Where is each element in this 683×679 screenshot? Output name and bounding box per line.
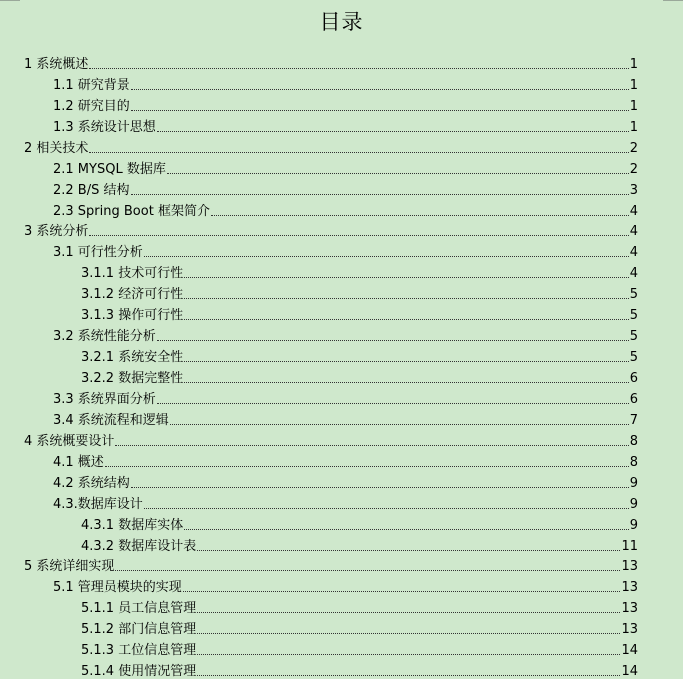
toc-dot-leader: [197, 612, 620, 613]
toc-dot-leader: [131, 487, 629, 488]
toc-dot-leader: [184, 361, 629, 362]
toc-dot-leader: [144, 256, 629, 257]
toc-entry[interactable]: [24, 365, 638, 386]
toc-dot-leader: [89, 152, 628, 153]
toc-entry[interactable]: [24, 135, 638, 156]
toc-entry-page-number: 9: [629, 475, 638, 491]
toc-entry-page-number: 9: [629, 496, 638, 512]
toc-entry-page-number: 5: [629, 308, 638, 324]
toc-entry[interactable]: [24, 260, 638, 281]
toc-entry[interactable]: [24, 574, 638, 595]
toc-entry[interactable]: [24, 407, 638, 428]
toc-entry-page-number: 5: [629, 287, 638, 303]
toc-entry-page-number: 4: [629, 266, 638, 282]
toc-entry-label: 4.3.数据库设计: [53, 496, 143, 512]
toc-dot-leader: [115, 445, 628, 446]
toc-dot-leader: [89, 235, 628, 236]
toc-entry[interactable]: [24, 637, 638, 658]
toc-entry-page-number: 6: [629, 391, 638, 407]
toc-entry-label: 5.1 管理员模块的实现: [53, 580, 182, 596]
toc-entry-label: 4.2 系统结构: [53, 475, 130, 491]
toc-entry-label: 5.1.1 员工信息管理: [81, 601, 197, 617]
toc-entry[interactable]: [24, 512, 638, 533]
page-corner-mark-left: [0, 0, 20, 1]
toc-entry[interactable]: [24, 323, 638, 344]
toc-dot-leader: [167, 173, 629, 174]
toc-entry-page-number: 13: [621, 622, 638, 638]
toc-dot-leader: [115, 570, 620, 571]
toc-entry-label: 2.3 Spring Boot 框架简介: [53, 203, 210, 219]
toc-entry-page-number: 3: [629, 182, 638, 198]
toc-dot-leader: [105, 466, 629, 467]
toc-entry-page-number: 13: [621, 580, 638, 596]
toc-entry[interactable]: [24, 219, 638, 240]
toc-entry-label: 3.2 系统性能分析: [53, 329, 156, 345]
toc-entry-page-number: 4: [629, 224, 638, 240]
toc-entry-page-number: 6: [629, 371, 638, 386]
toc-entry-label: 1.2 研究目的: [53, 98, 130, 114]
toc-entry-page-number: 1: [629, 56, 638, 72]
toc-entry-page-number: 4: [629, 203, 638, 219]
toc-entry-page-number: 5: [629, 329, 638, 345]
toc-entry-label: 3.1.2 经济可行性: [81, 287, 184, 303]
toc-title: 目录: [319, 10, 364, 34]
toc-entry-label: 3.1 可行性分析: [53, 245, 143, 261]
toc-entry[interactable]: [24, 93, 638, 114]
toc-entry-label: 3.1.1 技术可行性: [81, 266, 184, 282]
toc-dot-leader: [184, 277, 629, 278]
toc-entry-page-number: 2: [629, 161, 638, 177]
toc-dot-leader: [144, 508, 629, 509]
toc-entry-page-number: 13: [621, 559, 638, 575]
toc-entry-label: 4.3.2 数据库设计表: [81, 538, 197, 554]
toc-dot-leader: [184, 298, 629, 299]
toc-dot-leader: [197, 654, 620, 655]
toc-entry[interactable]: [24, 386, 638, 407]
toc-entry-page-number: 8: [629, 454, 638, 470]
toc-entry-label: 3.2.1 系统安全性: [81, 350, 184, 366]
toc-dot-leader: [197, 550, 620, 551]
table-of-contents: [24, 51, 638, 679]
toc-entry-label: 3.3 系统界面分析: [53, 391, 156, 407]
toc-dot-leader: [184, 382, 629, 383]
toc-entry[interactable]: [24, 281, 638, 302]
toc-entry-page-number: 1: [629, 98, 638, 114]
toc-entry[interactable]: [24, 72, 638, 93]
toc-entry-page-number: 2: [629, 140, 638, 156]
toc-entry[interactable]: [24, 554, 638, 575]
toc-entry-label: 2.1 MYSQL 数据库: [53, 161, 166, 177]
toc-dot-leader: [157, 403, 629, 404]
toc-entry-page-number: 5: [629, 350, 638, 366]
toc-dot-leader: [183, 591, 621, 592]
toc-dot-leader: [131, 110, 629, 111]
toc-entry[interactable]: [24, 177, 638, 198]
toc-entry-label: 2 相关技术: [24, 140, 89, 156]
toc-dot-leader: [211, 215, 629, 216]
toc-entry-label: 4.3.1 数据库实体: [81, 517, 184, 533]
toc-dot-leader: [89, 68, 628, 69]
toc-entry[interactable]: [24, 239, 638, 260]
toc-entry-label: 1.1 研究背景: [53, 77, 130, 93]
toc-entry-label: 5.1.4 使用情况管理: [81, 664, 197, 679]
toc-entry-label: 3.2.2 数据完整性: [81, 371, 184, 386]
toc-entry-label: 4.1 概述: [53, 454, 104, 470]
toc-entry[interactable]: [24, 491, 638, 512]
toc-entry[interactable]: [24, 198, 638, 219]
toc-dot-leader: [170, 424, 629, 425]
toc-entry-label: 3 系统分析: [24, 224, 89, 240]
toc-entry-page-number: 7: [629, 412, 638, 428]
toc-entry[interactable]: [24, 470, 638, 491]
toc-entry-label: 1.3 系统设计思想: [53, 119, 156, 135]
toc-entry[interactable]: [24, 428, 638, 449]
page-corner-mark-right: [663, 0, 683, 1]
toc-entry-page-number: 1: [629, 77, 638, 93]
toc-entry[interactable]: [24, 51, 638, 72]
toc-entry[interactable]: [24, 344, 638, 365]
toc-entry-label: 3.4 系统流程和逻辑: [53, 412, 169, 428]
toc-entry-label: 3.1.3 操作可行性: [81, 308, 184, 324]
toc-entry[interactable]: [24, 449, 638, 470]
toc-dot-leader: [157, 340, 629, 341]
toc-dot-leader: [184, 529, 629, 530]
toc-entry[interactable]: [24, 616, 638, 637]
toc-dot-leader: [184, 319, 629, 320]
toc-entry[interactable]: [24, 114, 638, 135]
toc-entry-page-number: 11: [621, 538, 638, 554]
toc-entry-label: 1 系统概述: [24, 56, 89, 72]
toc-entry-page-number: 4: [629, 245, 638, 261]
toc-entry[interactable]: [24, 595, 638, 616]
toc-entry-label: 5.1.2 部门信息管理: [81, 622, 197, 638]
toc-dot-leader: [131, 194, 629, 195]
toc-entry-page-number: 1: [629, 119, 638, 135]
toc-dot-leader: [157, 131, 629, 132]
toc-entry-page-number: 14: [621, 664, 638, 679]
toc-entry-label: 5 系统详细实现: [24, 559, 115, 575]
toc-entry-label: 5.1.3 工位信息管理: [81, 643, 197, 659]
toc-dot-leader: [197, 633, 620, 634]
toc-entry[interactable]: [24, 156, 638, 177]
toc-entry-page-number: 13: [621, 601, 638, 617]
toc-entry-page-number: 14: [621, 643, 638, 659]
toc-entry[interactable]: [24, 533, 638, 554]
toc-entry-page-number: 9: [629, 517, 638, 533]
toc-entry-page-number: 8: [629, 433, 638, 449]
toc-dot-leader: [131, 89, 629, 90]
toc-entry-label: 4 系统概要设计: [24, 433, 115, 449]
toc-entry-label: 2.2 B/S 结构: [53, 182, 130, 198]
toc-entry[interactable]: [24, 302, 638, 323]
